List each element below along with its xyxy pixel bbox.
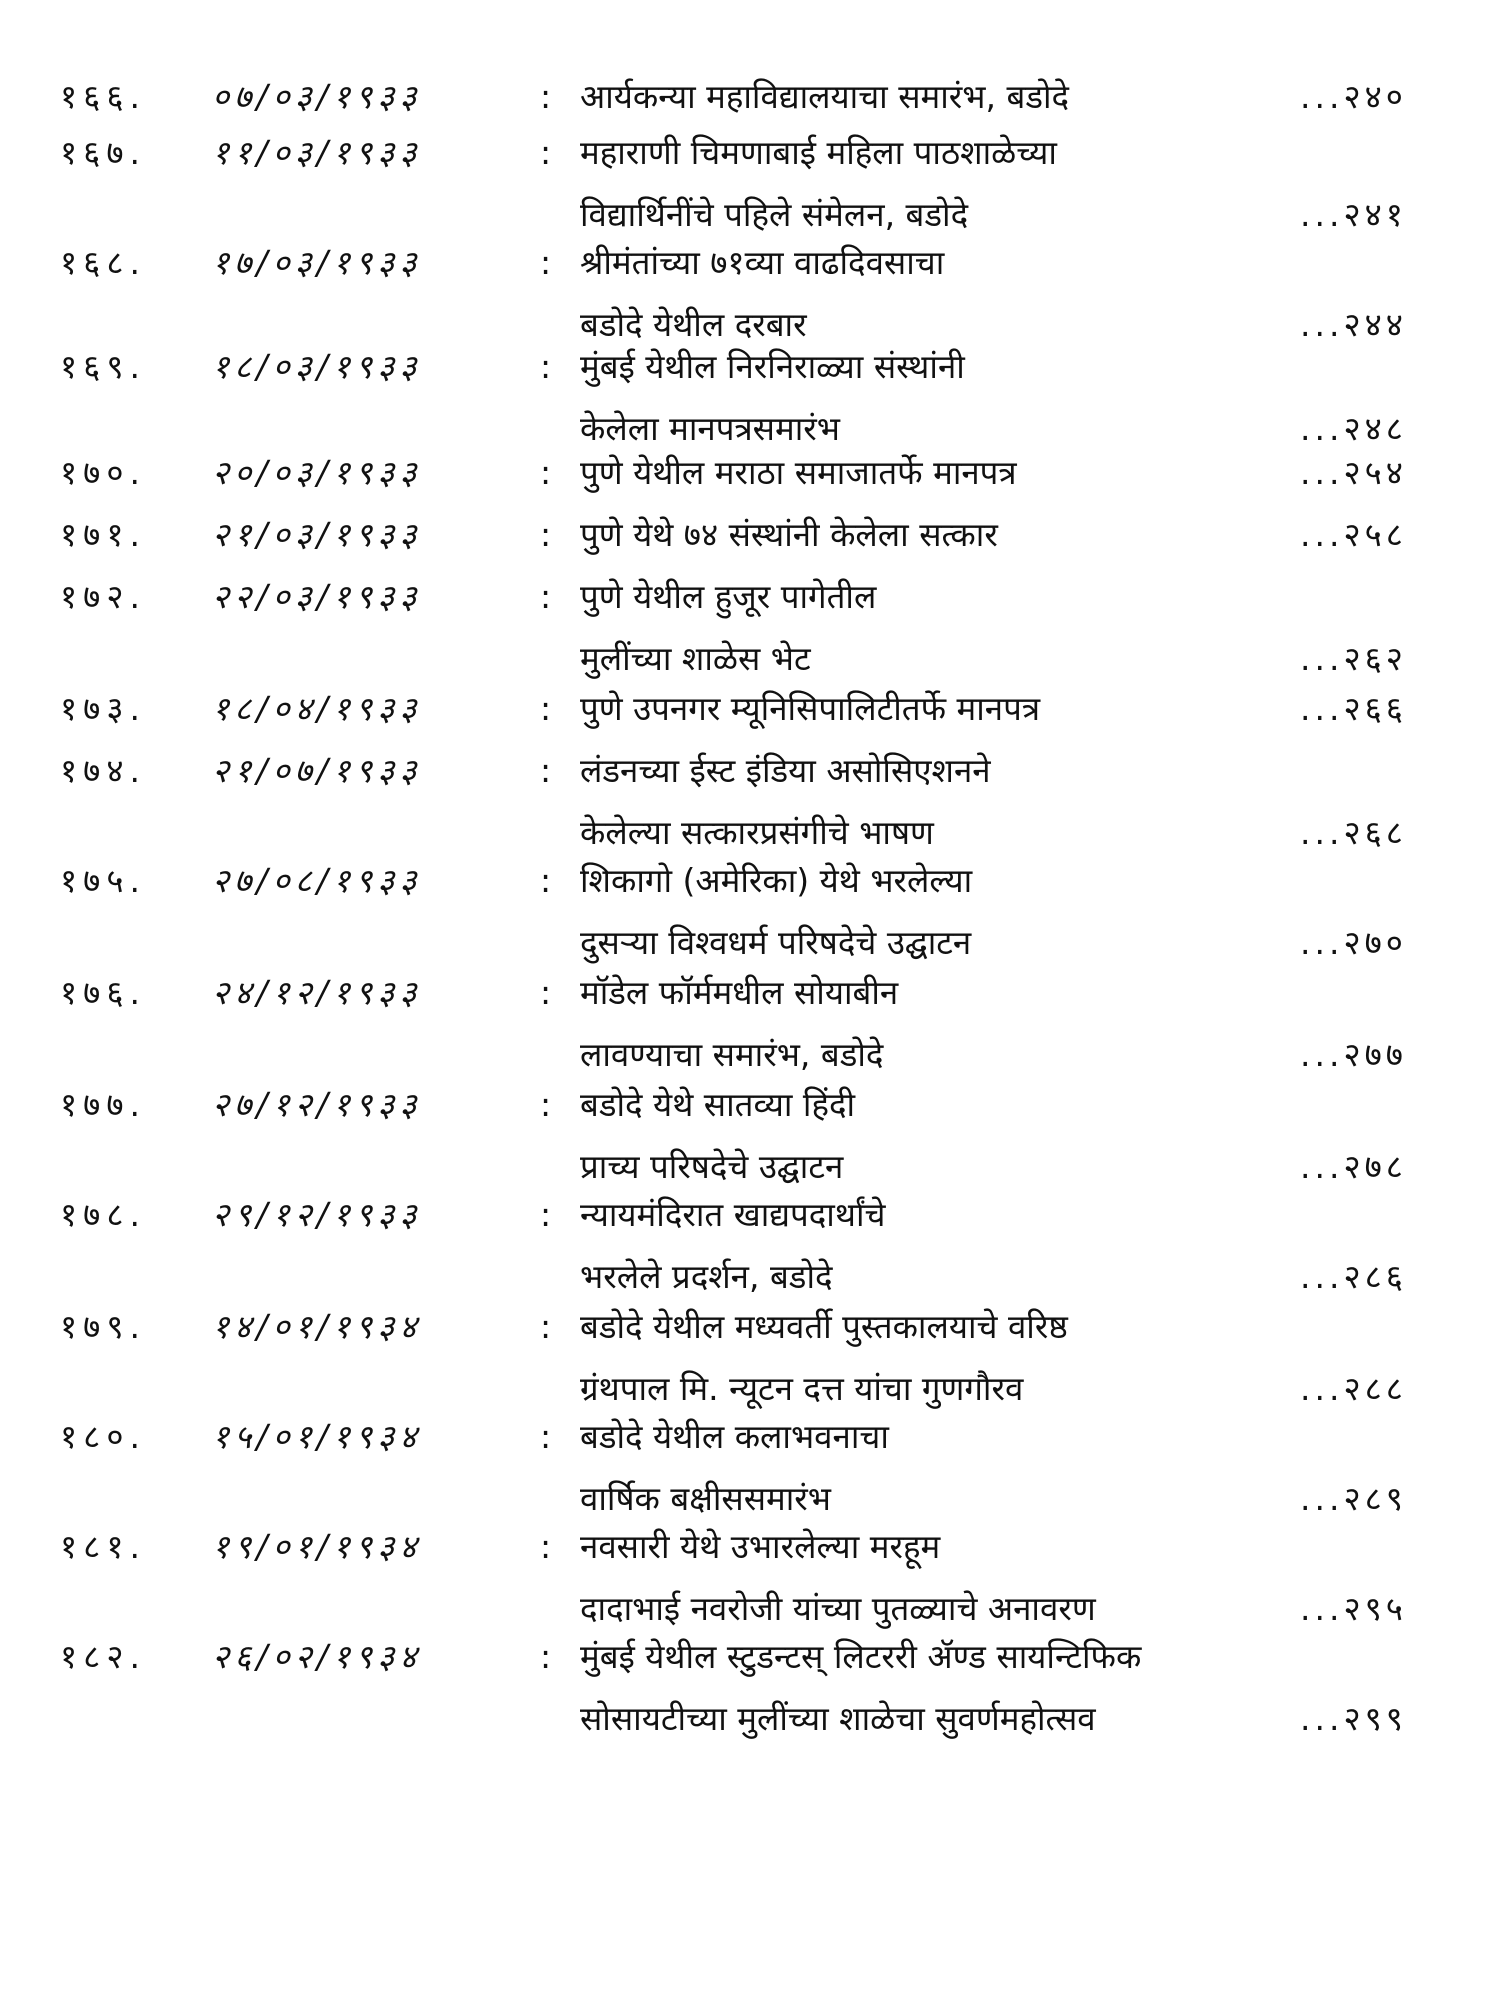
entry-date: २१/०३/१९३३: [212, 515, 422, 554]
toc-entry-line: [0, 1522, 1500, 1584]
entry-date: १८/०४/१९३३: [212, 689, 422, 728]
separator-colon: :: [540, 1417, 552, 1456]
entry-title: ग्रंथपाल मि. न्यूटन दत्त यांचा गुणगौरव: [580, 1369, 1024, 1408]
entry-date: १५/०१/१९३४: [212, 1417, 422, 1456]
entry-title: दादाभाई नवरोजी यांच्या पुतळ्याचे अनावरण: [580, 1589, 1096, 1628]
page-number: ...२४४: [1300, 305, 1407, 344]
page-number: ...२४०: [1300, 77, 1407, 116]
entry-title: श्रीमंतांच्या ७१व्या वाढदिवसाचा: [580, 243, 945, 282]
toc-entry: [0, 1190, 1500, 1314]
toc-entry-line: [0, 238, 1500, 300]
page-number: ...२६८: [1300, 813, 1407, 852]
entry-title: बडोदे येथील दरबार: [580, 305, 807, 344]
page-number: ...२९५: [1300, 1589, 1407, 1628]
entry-number: १७८.: [60, 1195, 146, 1234]
entry-number: १७९.: [60, 1307, 146, 1346]
entry-title: विद्यार्थिनींचे पहिले संमेलन, बडोदे: [580, 195, 969, 234]
entry-number: १७५.: [60, 861, 146, 900]
entry-title: पुणे उपनगर म्यूनिसिपालिटीतर्फे मानपत्र: [580, 689, 1041, 728]
entry-number: १७१.: [60, 515, 146, 554]
entry-title: पुणे येथील मराठा समाजातर्फे मानपत्र: [580, 453, 1017, 492]
entry-date: २१/०७/१९३३: [212, 751, 422, 790]
toc-entry: [0, 572, 1500, 696]
entry-title: नवसारी येथे उभारलेल्या मरहूम: [580, 1527, 941, 1566]
separator-colon: :: [540, 1637, 552, 1676]
entry-number: १७७.: [60, 1085, 146, 1124]
entry-title: पुणे येथे ७४ संस्थांनी केलेला सत्कार: [580, 515, 998, 554]
toc-entry-line: [0, 856, 1500, 918]
toc-entry: [0, 128, 1500, 252]
entry-title: लावण्याचा समारंभ, बडोदे: [580, 1035, 884, 1074]
entry-title: आर्यकन्या महाविद्यालयाचा समारंभ, बडोदे: [580, 77, 1070, 116]
entry-date: २४/१२/१९३३: [212, 973, 422, 1012]
toc-entry-line: [0, 1080, 1500, 1142]
toc-entry: [0, 856, 1500, 980]
page-number: ...२६६: [1300, 689, 1407, 728]
entry-date: २२/०३/१९३३: [212, 577, 422, 616]
separator-colon: :: [540, 689, 552, 728]
page-number: ...२६२: [1300, 639, 1407, 678]
entry-date: २०/०३/१९३३: [212, 453, 422, 492]
entry-title: केलेल्या सत्कारप्रसंगीचे भाषण: [580, 813, 934, 852]
separator-colon: :: [540, 133, 552, 172]
entry-title: सोसायटीच्या मुलींच्या शाळेचा सुवर्णमहोत्सव: [580, 1699, 1096, 1738]
toc-entry-line: [0, 684, 1500, 746]
toc-entry-line: [0, 448, 1500, 510]
toc-entry-line: [0, 128, 1500, 190]
page-number: ...२४८: [1300, 409, 1407, 448]
toc-entry: [0, 746, 1500, 870]
toc-entry-line: [0, 572, 1500, 634]
entry-date: १८/०३/१९३३: [212, 347, 422, 386]
entry-number: १७४.: [60, 751, 146, 790]
page-number: ...२८८: [1300, 1369, 1407, 1408]
toc-entry-line: [0, 1632, 1500, 1694]
entry-title: प्राच्य परिषदेचे उद्घाटन: [580, 1147, 844, 1186]
separator-colon: :: [540, 1307, 552, 1346]
entry-date: २७/१२/१९३३: [212, 1085, 422, 1124]
page-number: ...२७८: [1300, 1147, 1407, 1186]
separator-colon: :: [540, 1195, 552, 1234]
page-number: ...२८९: [1300, 1479, 1407, 1518]
page-number: ...२८६: [1300, 1257, 1407, 1296]
separator-colon: :: [540, 751, 552, 790]
page-number: ...२७०: [1300, 923, 1407, 962]
entry-date: २९/१२/१९३३: [212, 1195, 422, 1234]
entry-number: १८१.: [60, 1527, 146, 1566]
entry-title: केलेला मानपत्रसमारंभ: [580, 409, 840, 448]
toc-entry: [0, 1412, 1500, 1536]
entry-number: १७२.: [60, 577, 146, 616]
toc-entry: [0, 1080, 1500, 1204]
toc-entry-line: [0, 510, 1500, 572]
separator-colon: :: [540, 347, 552, 386]
entry-date: १७/०३/१९३३: [212, 243, 422, 282]
separator-colon: :: [540, 77, 552, 116]
entry-title: मुलींच्या शाळेस भेट: [580, 639, 811, 678]
entry-date: २७/०८/१९३३: [212, 861, 422, 900]
entry-title: दुसऱ्या विश्वधर्म परिषदेचे उद्घाटन: [580, 923, 972, 962]
page-number: ...२९९: [1300, 1699, 1407, 1738]
entry-number: १७६.: [60, 973, 146, 1012]
entry-title: मुंबई येथील निरनिराळ्या संस्थांनी: [580, 347, 965, 386]
entry-title: मुंबई येथील स्टुडन्टस् लिटररी ॲण्ड सायन्टिफिक: [580, 1637, 1142, 1676]
entry-number: १६७.: [60, 133, 146, 172]
separator-colon: :: [540, 453, 552, 492]
toc-entry-line: [0, 1190, 1500, 1252]
entry-date: ११/०३/१९३३: [212, 133, 422, 172]
entry-title: बडोदे येथे सातव्या हिंदी: [580, 1085, 856, 1124]
entry-title: मॉडेल फॉर्ममधील सोयाबीन: [580, 973, 899, 1012]
toc-entry: [0, 1632, 1500, 1756]
toc-entry: [0, 448, 1500, 510]
page-number: ...२५४: [1300, 453, 1407, 492]
page-number: ...२७७: [1300, 1035, 1407, 1074]
entry-date: १९/०१/१९३४: [212, 1527, 422, 1566]
entry-number: १६८.: [60, 243, 146, 282]
entry-title: महाराणी चिमणाबाई महिला पाठशाळेच्या: [580, 133, 1057, 172]
toc-entry: [0, 684, 1500, 746]
toc-entry-line: [0, 1694, 1500, 1756]
separator-colon: :: [540, 243, 552, 282]
entry-date: ०७/०३/१९३३: [212, 77, 422, 116]
entry-number: १७३.: [60, 689, 146, 728]
page-number: ...२४१: [1300, 195, 1407, 234]
entry-number: १८२.: [60, 1637, 146, 1676]
toc-entry-line: [0, 1412, 1500, 1474]
separator-colon: :: [540, 515, 552, 554]
separator-colon: :: [540, 577, 552, 616]
toc-entry-line: [0, 746, 1500, 808]
entry-title: वार्षिक बक्षीससमारंभ: [580, 1479, 831, 1518]
entry-title: बडोदे येथील मध्यवर्ती पुस्तकालयाचे वरिष्ठ: [580, 1307, 1068, 1346]
entry-number: १६६.: [60, 77, 146, 116]
toc-entry: [0, 1522, 1500, 1646]
separator-colon: :: [540, 1085, 552, 1124]
toc-entry: [0, 510, 1500, 572]
entry-title: भरलेले प्रदर्शन, बडोदे: [580, 1257, 833, 1296]
separator-colon: :: [540, 1527, 552, 1566]
separator-colon: :: [540, 861, 552, 900]
entry-number: १८०.: [60, 1417, 146, 1456]
toc-entry-line: [0, 968, 1500, 1030]
entry-date: १४/०१/१९३४: [212, 1307, 422, 1346]
entry-title: पुणे येथील हुजूर पागेतील: [580, 577, 877, 616]
toc-entry-line: [0, 72, 1500, 134]
separator-colon: :: [540, 973, 552, 1012]
entry-title: लंडनच्या ईस्ट इंडिया असोसिएशनने: [580, 751, 991, 790]
entry-title: शिकागो (अमेरिका) येथे भरलेल्या: [580, 861, 973, 900]
entry-title: न्यायमंदिरात खाद्यपदार्थांचे: [580, 1195, 886, 1234]
toc-entry: [0, 72, 1500, 134]
toc-entry: [0, 1302, 1500, 1426]
entry-title: बडोदे येथील कलाभवनाचा: [580, 1417, 889, 1456]
entry-number: १७०.: [60, 453, 146, 492]
page-number: ...२५८: [1300, 515, 1407, 554]
toc-entry-line: [0, 1302, 1500, 1364]
toc-entry: [0, 968, 1500, 1092]
toc-entry-line: [0, 342, 1500, 404]
entry-number: १६९.: [60, 347, 146, 386]
entry-date: २६/०२/१९३४: [212, 1637, 422, 1676]
